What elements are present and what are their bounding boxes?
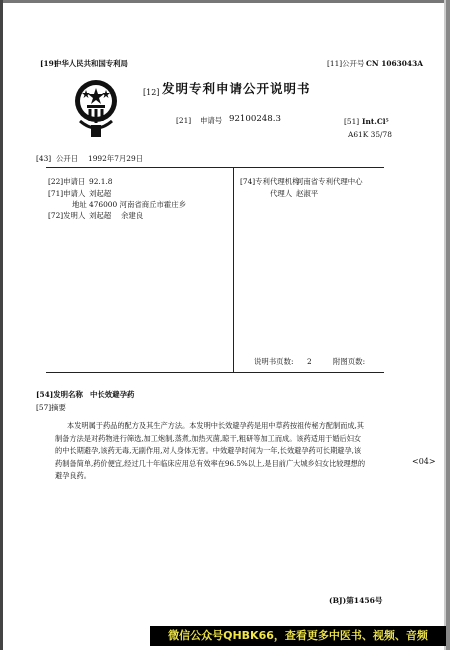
inventor-2: 余建良 bbox=[121, 211, 144, 220]
desc-pages-value: 2 bbox=[307, 357, 312, 366]
invention-title-label: [54]发明名称 bbox=[36, 390, 83, 399]
app-no: 92100248.3 bbox=[229, 114, 281, 124]
inventor-label: [72]发明人 bbox=[48, 211, 86, 220]
scan-edge-left bbox=[0, 0, 3, 650]
pub-no-label: [11]公开号 bbox=[327, 59, 365, 68]
country-name: 中华人民共和国专利局 bbox=[54, 59, 128, 68]
app-no-code: [21] bbox=[176, 116, 192, 125]
footer-code: (BJ)第1456号 bbox=[329, 596, 383, 605]
document-title: 发明专利申请公开说明书 bbox=[162, 81, 311, 96]
app-no-label: 申请号 bbox=[200, 116, 223, 125]
filing-date: 92.1.8 bbox=[89, 177, 113, 186]
int-cl-code: [51] bbox=[344, 117, 360, 126]
country-code: [19] bbox=[40, 59, 58, 68]
doc-code: [12] bbox=[143, 88, 160, 97]
applicant-label: [71]申请人 bbox=[48, 189, 86, 198]
biblio-top-rule bbox=[46, 167, 384, 168]
pub-date-label: 公开日 bbox=[56, 154, 79, 163]
invention-title: 中长效避孕药 bbox=[90, 390, 135, 399]
biblio-column-divider bbox=[233, 167, 234, 372]
side-page-mark: <04> bbox=[412, 457, 436, 466]
biblio-bottom-rule bbox=[46, 372, 384, 373]
agency-label: [74]专利代理机构 bbox=[240, 177, 300, 186]
filing-date-label: [22]申请日 bbox=[48, 177, 86, 186]
fig-pages-label: 附图页数: bbox=[333, 357, 366, 366]
abstract-text: 本发明属于药品的配方及其生产方法。本发明中长效避孕药是用中草药按祖传秘方配制而成,其制备方法是对药物进行筛选,加工炮制,蒸煮,加热灭菌,晾干,粗研等加工而成。该药适用于婚后妇女的中长期避孕,该药无毒,无副作用,对人身体无害。中效避孕时间为一年,长效避孕药可长期避孕,该药制备简单,药价便宜,经过几十年临床应用总有效率在96.5%以上,是目前广大城乡妇女比较理想的避孕良药。 bbox=[55, 421, 366, 481]
inventor: 刘起超 bbox=[89, 211, 112, 220]
int-cl-value: A61K 35/78 bbox=[348, 130, 392, 139]
pub-no: CN 1063043A bbox=[366, 59, 423, 68]
int-cl-label: Int.Cl⁵ bbox=[362, 117, 389, 126]
scan-edge-top bbox=[0, 0, 450, 3]
desc-pages-label: 说明书页数: bbox=[254, 357, 294, 366]
applicant: 刘起超 bbox=[89, 189, 112, 198]
abstract-label: [57]摘要 bbox=[36, 403, 66, 412]
agent-label: 代理人 bbox=[270, 189, 293, 198]
address: 476000 河南省商丘市霍庄乡 bbox=[89, 200, 187, 209]
scan-edge-right bbox=[446, 0, 450, 650]
agency: 河南省专利代理中心 bbox=[296, 177, 363, 186]
pub-date: 1992年7月29日 bbox=[88, 154, 144, 163]
agent: 赵淑平 bbox=[296, 189, 319, 198]
pub-date-code: [43] bbox=[36, 154, 52, 163]
national-emblem-icon bbox=[72, 77, 120, 141]
address-label: 地址 bbox=[72, 200, 87, 209]
wechat-banner: 微信公众号QHBK66，查看更多中医书、视频、音频 bbox=[150, 626, 446, 646]
